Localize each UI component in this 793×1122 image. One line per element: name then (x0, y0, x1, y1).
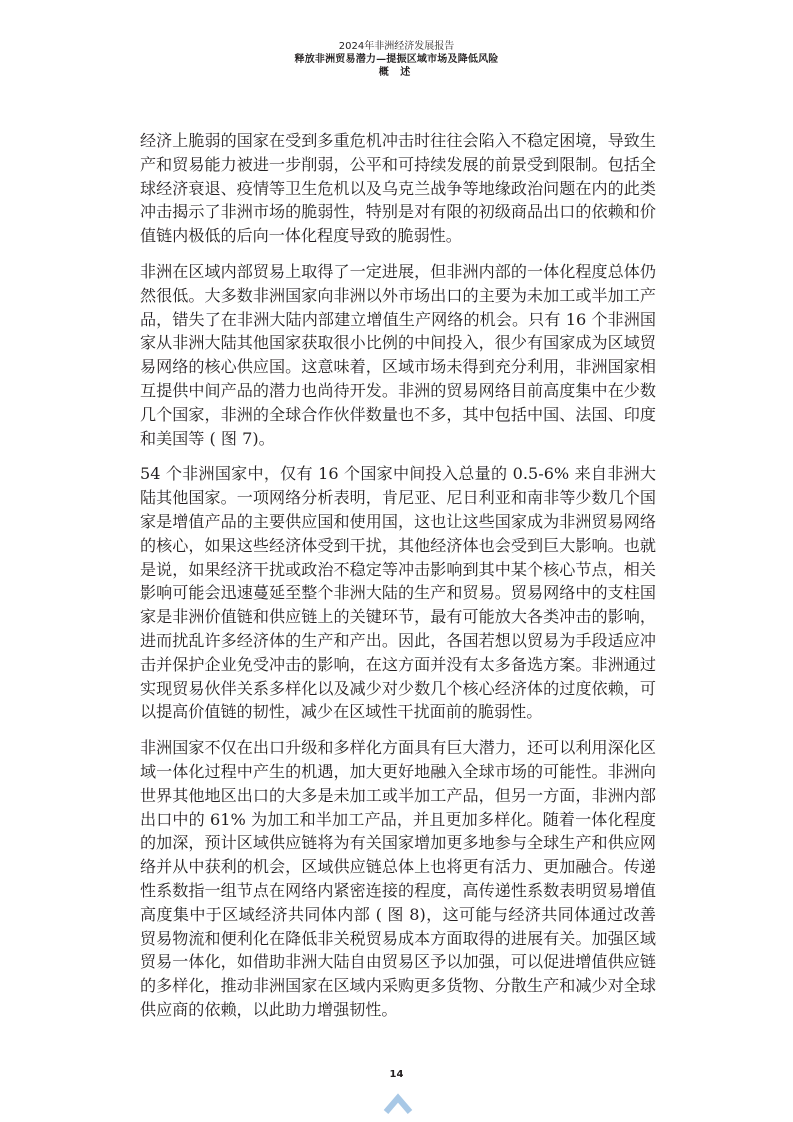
paragraph-network-analysis: 54 个非洲国家中，仅有 16 个国家中间投入总量的 0.5-6% 来自非洲大陆其他国家。一项网络分析表明，肯尼亚、尼日利亚和南非等少数几个国家是增值产品的主要供应国和使用国，这也让这些国家成为非洲贸易网络的核心，如果这些经济体受到干扰，其他经济体也会受到巨大影响。也就是说，如果经济干扰或政治不稳定等冲击影响到其中某个核心节点，相关影响可能会迅速蔓延至整个非洲大陆的生产和贸易。贸易网络中的支柱国家是非洲价值链和供应链上的关键环节，最有可能放大各类冲击的影响，进而扰乱许多经济体的生产和产出。因此，各国若想以贸易为手段适应冲击并保护企业免受冲击的影响，在这方面并没有太多备选方案。非洲通过实现贸易伙伴关系多样化以及减少对少数几个核心经济体的过度依赖，可以提高价值链的韧性，减少在区域性干扰面前的脆弱性。 (140, 464, 656, 722)
paragraph-fragility: 经济上脆弱的国家在受到多重危机冲击时往往会陷入不稳定困境，导致生产和贸易能力被进一步削弱，公平和可持续发展的前景受到限制。包括全球经济衰退、疫情等卫生危机以及乌克兰战争等地缘政治问题在内的此类冲击揭示了非洲市场的脆弱性，特别是对有限的初级商品出口的依赖和价值链内极低的后向一体化程度导致的脆弱性。 (140, 131, 656, 246)
page-number: 14 (389, 1069, 404, 1080)
back-to-top-button[interactable] (383, 1092, 413, 1114)
page-header (0, 40, 793, 79)
body-text (140, 129, 656, 1034)
report-subtitle: 释放非洲贸易潜力—提振区域市场及降低风险 (294, 54, 499, 65)
chevron-up-icon (383, 1092, 413, 1114)
report-title: 2024年非洲经济发展报告 (338, 41, 455, 52)
paragraph-integration-potential: 非洲国家不仅在出口升级和多样化方面具有巨大潜力，还可以利用深化区域一体化过程中产生的机遇，加大更好地融入全球市场的可能性。非洲向世界其他地区出口的大多是未加工或半加工产品，但另一方面，非洲内部出口中的 61% 为加工和半加工产品，并且更加多样化。随着一体化程度的加深，预计区域供应链将为有关国家增加更多地参与全球生产和供应网络并从中获利的机会，区域供应链总体上也将更有活力、更加融合。传递性系数指一组节点在网络内紧密连接的程度，高传递性系数表明贸易增值高度集中于区域经济共同体内部 ( 图 8)，这可能与经济共同体通过改善贸易物流和便利化在降低非关税贸易成本方面取得的进展有关。加强区域贸易一体化，如借助非洲大陆自由贸易区予以加强，可以促进增值供应链的多样化，推动非洲国家在区域内采购更多货物、分散生产和减少对全球供应商的依赖，以此助力增强韧性。 (140, 738, 656, 1019)
paragraph-regional-trade: 非洲在区域内部贸易上取得了一定进展，但非洲内部的一体化程度总体仍然很低。大多数非洲国家向非洲以外市场出口的主要为未加工或半加工产品，错失了在非洲大陆内部建立增值生产网络的机会。只有 16 个非洲国家从非洲大陆其他国家获取很小比例的中间投入，很少有国家成为区域贸易网络的核心供应国。这意味着，区域市场未得到充分利用，非洲国家相互提供中间产品的潜力也尚待开发。非洲的贸易网络目前高度集中在少数几个国家，非洲的全球合作伙伴数量也不多，其中包括中国、法国、印度和美国等 ( 图 7)。 (140, 261, 656, 448)
section-title: 概 述 (378, 67, 415, 78)
